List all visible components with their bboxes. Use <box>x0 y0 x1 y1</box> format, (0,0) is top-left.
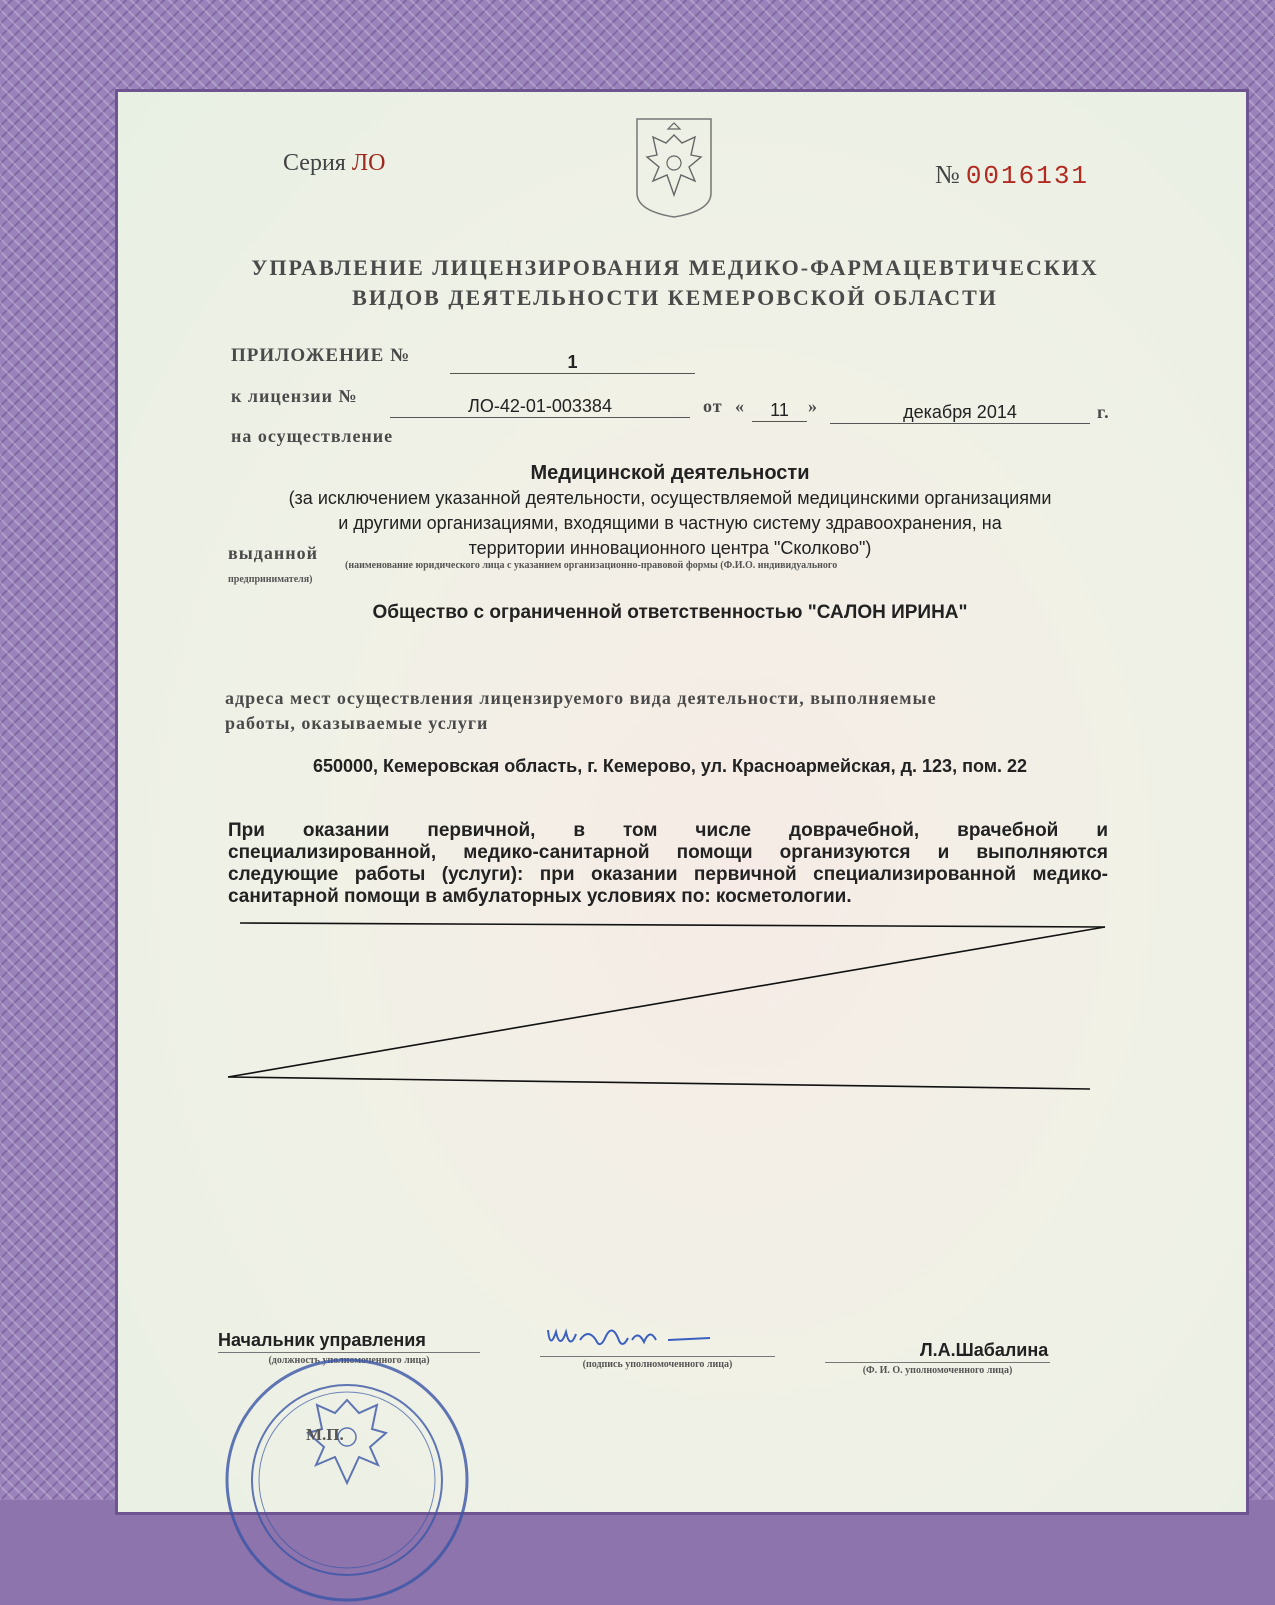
organization-name: Общество с ограниченной ответственностью "САЛОН ИРИНА" <box>372 602 968 623</box>
form-number-value: 0016131 <box>965 161 1090 191</box>
name-caption: (Ф. И. О. уполномоченного лица) <box>825 1362 1050 1376</box>
authority-line-2: ВИДОВ ДЕЯТЕЛЬНОСТИ КЕМЕРОВСКОЙ ОБЛАСТИ <box>352 285 998 310</box>
issued-hint-line-2: предпринимателя) <box>228 574 313 585</box>
services-line-3: следующие работы (услуги): при оказании первичной специализированной медико- <box>228 864 1108 885</box>
authority-line-1: УПРАВЛЕНИЕ ЛИЦЕНЗИРОВАНИЯ МЕДИКО-ФАРМАЦЕВТИЧЕСКИХ <box>251 255 1099 280</box>
issued-hint-line-1: (наименование юридического лица с указанием организационно-правовой формы (Ф.И.О. индивидуального <box>345 560 838 571</box>
address-label-line-2: работы, оказываемые услуги <box>225 713 489 733</box>
address-value: 650000, Кемеровская область, г. Кемерово, ул. Красноармейская, д. 123, пом. 22 <box>312 756 1028 776</box>
signer-name: Л.А.Шабалина <box>920 1340 1049 1360</box>
license-number: ЛО-42-01-003384 <box>390 396 690 418</box>
series-label: Серия <box>283 150 346 176</box>
services-line-2: специализированной, медико-санитарной помощи организуются и выполняются <box>228 842 1108 863</box>
signature-caption: (подпись уполномоченного лица) <box>540 1356 775 1370</box>
year-suffix: г. <box>1097 402 1110 422</box>
appendix-label: ПРИЛОЖЕНИЕ № <box>231 345 411 366</box>
number-label: № <box>935 160 960 189</box>
activity-label: на осуществление <box>231 426 394 446</box>
signer-position: Начальник управления <box>218 1330 426 1350</box>
services-line-4: санитарной помощи в амбулаторных условиях по: косметологии. <box>228 886 852 907</box>
quote-open: « <box>735 396 745 416</box>
services-line-1: При оказании первичной, в том числе доврачебной, врачебной и <box>228 820 1108 841</box>
position-caption: (должность уполномоченного лица) <box>218 1352 480 1366</box>
quote-close: » <box>808 396 818 416</box>
license-date: декабря 2014 <box>830 402 1090 424</box>
activity-desc-line-2: и другими организациями, входящими в частную систему здравоохранения, на <box>338 513 1002 533</box>
address-label-line-1: адреса мест осуществления лицензируемого вида деятельности, выполняемые <box>225 688 937 708</box>
series-value: ЛО <box>351 150 386 176</box>
activity-title: Медицинской деятельности <box>530 462 810 484</box>
signature-image <box>540 1310 730 1360</box>
issued-label: выданной <box>228 543 318 563</box>
license-day: 11 <box>752 400 807 422</box>
license-from-label: от <box>703 396 723 416</box>
activity-desc-line-1: (за исключением указанной деятельности, осуществляемой медицинскими организациями <box>288 488 1052 508</box>
license-label: к лицензии № <box>231 386 358 406</box>
stamp-placeholder: М.П. <box>306 1425 344 1444</box>
appendix-number: 1 <box>450 352 695 374</box>
activity-desc-line-3: территории инновационного центра "Сколково") <box>468 538 872 558</box>
official-seal-stamp <box>222 1355 472 1605</box>
